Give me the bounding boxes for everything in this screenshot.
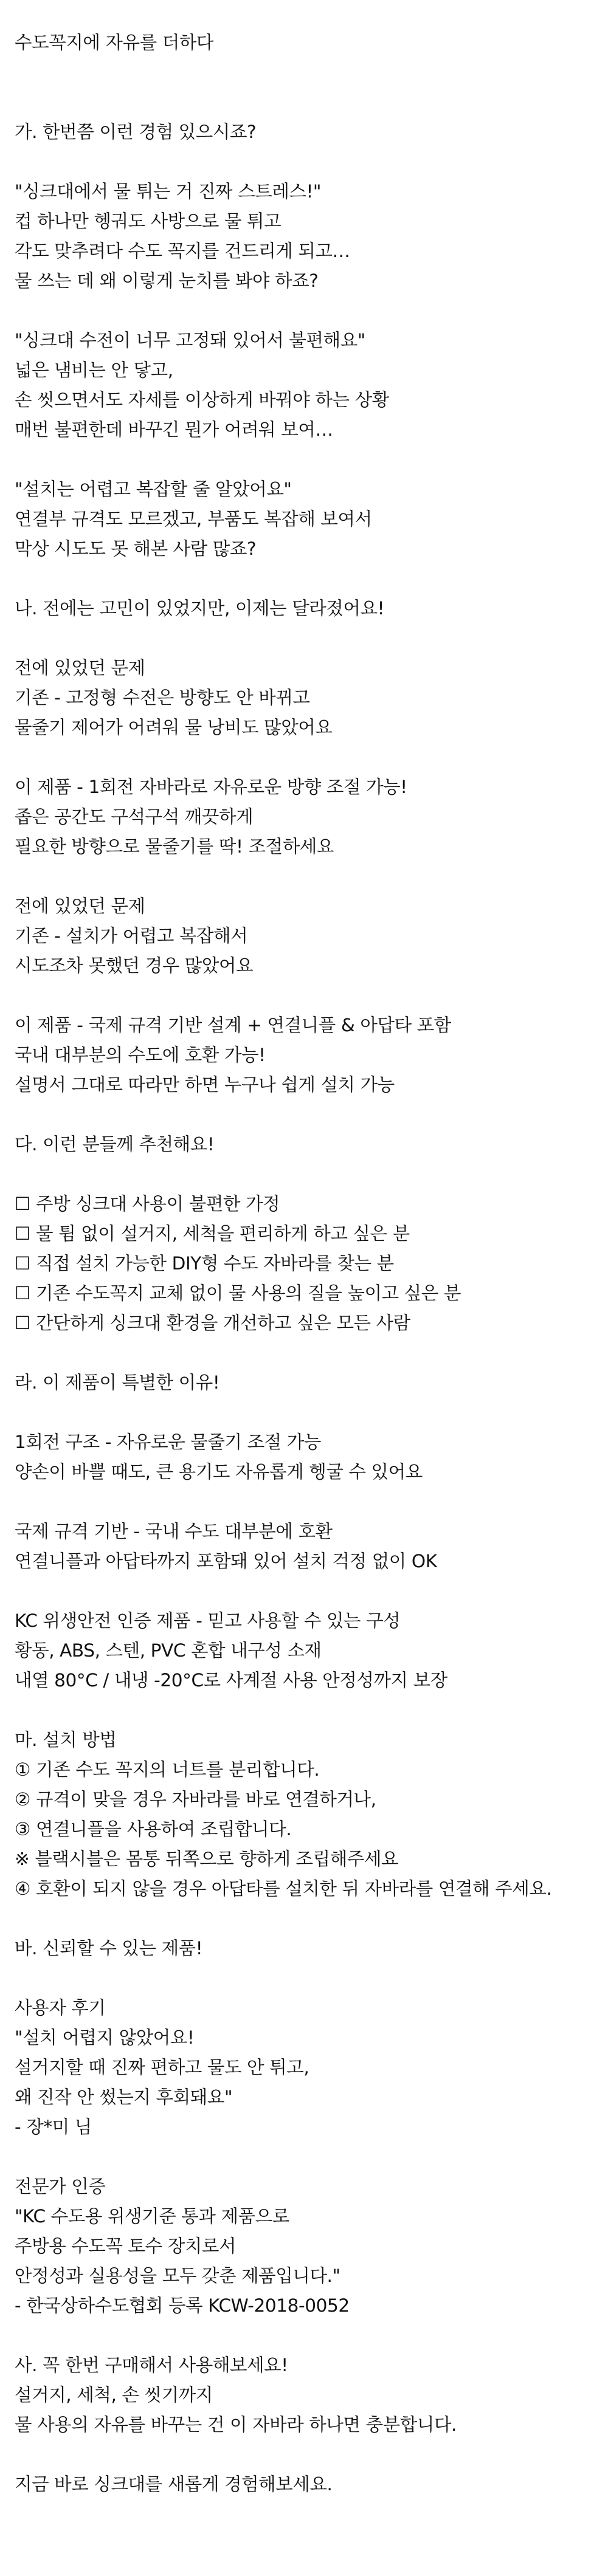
paragraph-line: 물 쓰는 데 왜 이렇게 눈치를 봐야 하죠? [15,270,319,291]
paragraph-line: 필요한 방향으로 물줄기를 딱! 조절하세요 [15,836,334,857]
spacer [15,2440,593,2470]
checklist-item: ☐ 기존 수도꼭지 교체 없이 물 사용의 질을 높이고 싶은 분 [15,1283,461,1303]
review-line: 설거지할 때 진짜 편하고 물도 안 튀고, [15,2057,309,2078]
review-line: 왜 진작 안 썼는지 후회돼요" [15,2087,233,2107]
paragraph-line: 컵 하나만 헹궈도 사방으로 물 튀고 [15,211,282,232]
section-heading-sa: 사. 꼭 한번 구매해서 사용해보세요! [15,2355,288,2375]
certification-line: 안정성과 실용성을 모두 갖춘 제품입니다." [15,2265,340,2286]
paragraph-line: 황동, ABS, 스텐, PVC 혼합 내구성 소재 [15,1640,322,1661]
paragraph-line: 각도 맞추려다 수도 꼭지를 건드리게 되고… [15,241,350,261]
spacer [15,1695,593,1725]
certification-line: "KC 수도용 위생기준 통과 제품으로 [15,2206,289,2227]
paragraph-line: 국제 규격 기반 - 국내 수도 대부분에 호환 [15,1521,333,1542]
review-line: - 장*미 님 [15,2117,92,2137]
spacer [15,1159,593,1189]
section-heading-ba: 바. 신뢰할 수 있는 제품! [15,1938,203,1959]
closing-line: 지금 바로 싱크대를 새롭게 경험해보세요. [15,2474,333,2495]
install-step: ④ 호환이 되지 않을 경우 아답타를 설치한 뒤 자바라를 연결해 주세요. [15,1878,552,1899]
paragraph-line: 연결부 규격도 모르겠고, 부품도 복잡해 보여서 [15,509,372,529]
section-heading-ma: 마. 설치 방법 [15,1729,117,1750]
checklist-item: ☐ 간단하게 싱크대 환경을 개선하고 싶은 모든 사람 [15,1313,410,1333]
paragraph-line: 국내 대부분의 수도에 호환 가능! [15,1045,266,1065]
paragraph-line: 물줄기 제어가 어려워 물 낭비도 많았어요 [15,717,333,738]
paragraph-line: 이 제품 - 1회전 자바라로 자유로운 방향 조절 가능! [15,777,407,797]
paragraph-line: 넓은 냄비는 안 닿고, [15,360,173,380]
spacer [15,1398,593,1427]
paragraph-line: 좁은 공간도 구석구석 깨끗하게 [15,806,254,827]
paragraph-line: "싱크대 수전이 너무 고정돼 있어서 불편해요" [15,330,365,351]
spacer [15,147,593,177]
install-step: ※ 블랙시블은 몸통 뒤쪽으로 향하게 조립해주세요 [15,1849,399,1869]
paragraph-line: 연결니플과 아답타까지 포함돼 있어 설치 걱정 없이 OK [15,1551,437,1571]
spacer [15,1963,593,1993]
certification-line: 전문가 인증 [15,2176,106,2197]
spacer [15,1904,593,1934]
paragraph-line: 물 사용의 자유를 바꾸는 건 이 자바라 하나면 충분합니다. [15,2414,457,2435]
spacer [15,862,593,891]
paragraph-line: 전에 있었던 문제 [15,658,145,678]
paragraph-line: 이 제품 - 국제 규격 기반 설계 + 연결니플 & 아답타 포함 [15,1015,451,1036]
certification-line: - 한국상하수도협회 등록 KCW-2018-0052 [15,2295,350,2316]
paragraph-line: 양손이 바쁠 때도, 큰 용기도 자유롭게 헹굴 수 있어요 [15,1461,423,1482]
spacer [15,743,593,772]
paragraph-line: 막상 시도도 못 해본 사람 많죠? [15,538,257,559]
spacer [15,981,593,1011]
section-heading-ra: 라. 이 제품이 특별한 이유! [15,1372,220,1393]
spacer [15,58,593,117]
spacer [15,623,593,653]
spacer [15,1100,593,1130]
section-heading-ga: 가. 한번쯤 이런 경험 있으시죠? [15,122,257,142]
review-line: "설치 어렵지 않았어요! [15,2027,195,2048]
spacer [15,2321,593,2351]
spacer [15,445,593,475]
install-step: ③ 연결니플을 사용하여 조립합니다. [15,1819,292,1839]
checklist-item: ☐ 물 튐 없이 설거지, 세척을 편리하게 하고 싶은 분 [15,1223,410,1244]
paragraph-line: "싱크대에서 물 튀는 거 진짜 스트레스!" [15,181,322,202]
spacer [15,296,593,326]
paragraph-line: 설거지, 세척, 손 씻기까지 [15,2385,213,2405]
checklist-item: ☐ 직접 설치 가능한 DIY형 수도 자바라를 찾는 분 [15,1253,394,1274]
paragraph-line: 전에 있었던 문제 [15,896,145,916]
paragraph-line: 기존 - 고정형 수전은 방향도 안 바뀌고 [15,687,310,708]
paragraph-line: 기존 - 설치가 어렵고 복잡해서 [15,926,248,946]
section-heading-da: 다. 이런 분들께 추천해요! [15,1134,215,1155]
spacer [15,2142,593,2172]
spacer [15,1576,593,1606]
install-step: ② 규격이 맞을 경우 자바라를 바로 연결하거나, [15,1789,376,1810]
paragraph-line: 매번 불편한데 바꾸긴 뭔가 어려워 보여… [15,419,333,440]
paragraph-line: 손 씻으면서도 자세를 이상하게 바꿔야 하는 상황 [15,390,389,410]
paragraph-line: 1회전 구조 - 자유로운 물줄기 조절 가능 [15,1432,321,1452]
paragraph-line: 설명서 그대로 따라만 하면 누구나 쉽게 설치 가능 [15,1074,395,1095]
paragraph-line: "설치는 어렵고 복잡할 줄 알았어요" [15,479,292,500]
spacer [15,1338,593,1368]
spacer [15,1487,593,1517]
certification-line: 주방용 수도꼭 토수 장치로서 [15,2236,237,2256]
spacer [15,564,593,594]
document-title: 수도꼭지에 자유를 더하다 [15,32,214,53]
paragraph-line: 시도조차 못했던 경우 많았어요 [15,955,254,976]
paragraph-line: 내열 80°C / 내냉 -20°C로 사계절 사용 안정성까지 보장 [15,1670,447,1691]
paragraph-line: KC 위생안전 인증 제품 - 믿고 사용할 수 있는 구성 [15,1610,401,1631]
install-step: ① 기존 수도 꼭지의 너트를 분리합니다. [15,1759,320,1780]
section-heading-na: 나. 전에는 고민이 있었지만, 이제는 달라졌어요! [15,598,385,619]
checklist-item: ☐ 주방 싱크대 사용이 불편한 가정 [15,1194,280,1214]
review-line: 사용자 후기 [15,1997,106,2018]
